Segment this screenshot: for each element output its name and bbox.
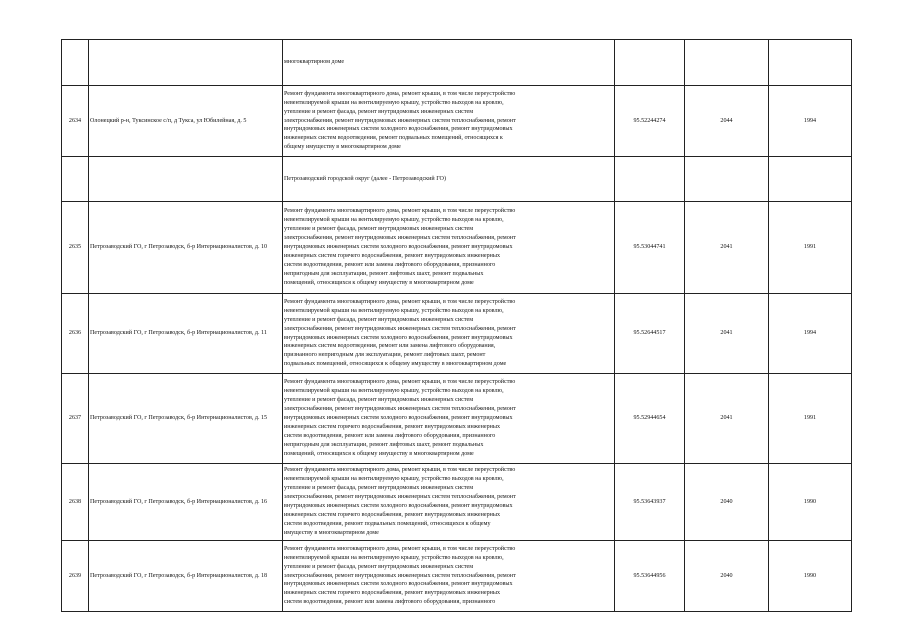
section-heading: Петрозаводский городской округ (далее - Петрозаводский ГО) bbox=[283, 157, 615, 202]
row-address: Олонецкий р-н, Туксинское с/п, д Тукса, ул Юбилейная, д. 5 bbox=[89, 86, 283, 157]
row-address: Петрозаводский ГО, г Петрозаводск, б-р Интернационалистов, д. 18 bbox=[89, 541, 283, 612]
row-built-year: 1991 bbox=[769, 374, 852, 464]
row-built-year: 1990 bbox=[769, 464, 852, 541]
row-code: 95.53644956 bbox=[615, 541, 685, 612]
row-built-year bbox=[769, 40, 852, 86]
row-plan-year: 2041 bbox=[685, 294, 769, 374]
row-code bbox=[615, 40, 685, 86]
row-works: Ремонт фундамента многоквартирного дома, ремонт крыши, в том числе переустройство невентилируемой крыши на вентилируемую крышу, устройство выходов на кровлю, утепление и ремонт фасада, ремонт внутридомовых инженерных систем электроснабжения, ремонт внутридомовых инженерных систем теплоснабжения, ремонт внутридомовых инженерных систем холодного водоснабжения, ремонт внутридомовых инженерных систем горячего водоснабжения, ремонт внутридомовых инженерных систем водоотведения, ремонт подвальных помещений, относящихся к общему имуществу в многоквартирном доме bbox=[283, 464, 615, 541]
row-number: 2635 bbox=[62, 202, 89, 294]
row-address: Петрозаводский ГО, г Петрозаводск, б-р Интернационалистов, д. 15 bbox=[89, 374, 283, 464]
row-plan-year: 2040 bbox=[685, 541, 769, 612]
table-row bbox=[62, 374, 852, 464]
row-built-year: 1991 bbox=[769, 202, 852, 294]
row-address: Петрозаводский ГО, г Петрозаводск, б-р Интернационалистов, д. 10 bbox=[89, 202, 283, 294]
table-row bbox=[62, 464, 852, 541]
row-number: 2636 bbox=[62, 294, 89, 374]
row-built-year: 1990 bbox=[769, 541, 852, 612]
row-plan-year: 2041 bbox=[685, 202, 769, 294]
row-number: 2637 bbox=[62, 374, 89, 464]
row-number: 2634 bbox=[62, 86, 89, 157]
row-plan-year: 2044 bbox=[685, 86, 769, 157]
row-code: 95.52644517 bbox=[615, 294, 685, 374]
row-works: Ремонт фундамента многоквартирного дома, ремонт крыши, в том числе переустройство невентилируемой крыши на вентилируемую крышу, устройство выходов на кровлю, утепление и ремонт фасада, ремонт внутридомовых инженерных систем электроснабжения, ремонт внутридомовых инженерных систем теплоснабжения, ремонт внутридомовых инженерных систем холодного водоснабжения, ремонт внутридомовых инженерных систем водоотведения, ремонт или замена лифтового оборудования, признанного непригодным для эксплуатации, ремонт лифтовых шахт, ремонт подвальных помещений, относящихся к общему имуществу в многоквартирном доме bbox=[283, 294, 615, 374]
row-built-year: 1994 bbox=[769, 86, 852, 157]
row-built-year bbox=[769, 157, 852, 202]
row-works: Ремонт фундамента многоквартирного дома, ремонт крыши, в том числе переустройство невентилируемой крыши на вентилируемую крышу, устройство выходов на кровлю, утепление и ремонт фасада, ремонт внутридомовых инженерных систем электроснабжения, ремонт внутридомовых инженерных систем теплоснабжения, ремонт внутридомовых инженерных систем холодного водоснабжения, ремонт внутридомовых инженерных систем горячего водоснабжения, ремонт внутридомовых инженерных систем водоотведения, ремонт или замена лифтового оборудования, признанного непригодным для эксплуатации, ремонт лифтовых шахт, ремонт подвальных помещений, относящихся к общему имуществу в многоквартирном доме bbox=[283, 202, 615, 294]
row-plan-year bbox=[685, 40, 769, 86]
table-row bbox=[62, 40, 852, 86]
row-code: 95.52244274 bbox=[615, 86, 685, 157]
row-plan-year: 2040 bbox=[685, 464, 769, 541]
row-number bbox=[62, 40, 89, 86]
row-code bbox=[615, 157, 685, 202]
row-code: 95.52944654 bbox=[615, 374, 685, 464]
row-works: Ремонт фундамента многоквартирного дома, ремонт крыши, в том числе переустройство невентилируемой крыши на вентилируемую крышу, устройство выходов на кровлю, утепление и ремонт фасада, ремонт внутридомовых инженерных систем электроснабжения, ремонт внутридомовых инженерных систем теплоснабжения, ремонт внутридомовых инженерных систем холодного водоснабжения, ремонт внутридомовых инженерных систем горячего водоснабжения, ремонт внутридомовых инженерных систем водоотведения, ремонт или замена лифтового оборудования, признанного bbox=[283, 541, 615, 612]
row-works: многоквартирном доме bbox=[283, 40, 615, 86]
row-code: 95.53044741 bbox=[615, 202, 685, 294]
table-row bbox=[62, 86, 852, 157]
row-works: Ремонт фундамента многоквартирного дома, ремонт крыши, в том числе переустройство невентилируемой крыши на вентилируемую крышу, устройство выходов на кровлю, утепление и ремонт фасада, ремонт внутридомовых инженерных систем электроснабжения, ремонт внутридомовых инженерных систем теплоснабжения, ремонт внутридомовых инженерных систем холодного водоснабжения, ремонт внутридомовых инженерных систем водоотведения, ремонт подвальных помещений, относящихся к общему имуществу в многоквартирном доме bbox=[283, 86, 615, 157]
table-body bbox=[62, 40, 852, 612]
row-built-year: 1994 bbox=[769, 294, 852, 374]
row-number bbox=[62, 157, 89, 202]
table-row bbox=[62, 202, 852, 294]
row-plan-year: 2041 bbox=[685, 374, 769, 464]
row-address bbox=[89, 157, 283, 202]
row-address: Петрозаводский ГО, г Петрозаводск, б-р Интернационалистов, д. 11 bbox=[89, 294, 283, 374]
row-number: 2639 bbox=[62, 541, 89, 612]
row-plan-year bbox=[685, 157, 769, 202]
table-row bbox=[62, 541, 852, 612]
row-works: Ремонт фундамента многоквартирного дома, ремонт крыши, в том числе переустройство невентилируемой крыши на вентилируемую крышу, устройство выходов на кровлю, утепление и ремонт фасада, ремонт внутридомовых инженерных систем электроснабжения, ремонт внутридомовых инженерных систем теплоснабжения, ремонт внутридомовых инженерных систем холодного водоснабжения, ремонт внутридомовых инженерных систем горячего водоснабжения, ремонт внутридомовых инженерных систем водоотведения, ремонт или замена лифтового оборудования, признанного непригодным для эксплуатации, ремонт лифтовых шахт, ремонт подвальных помещений, относящихся к общему имуществу в многоквартирном доме bbox=[283, 374, 615, 464]
table-row bbox=[62, 157, 852, 202]
capital-repair-table bbox=[61, 39, 852, 612]
table-row bbox=[62, 294, 852, 374]
row-address: Петрозаводский ГО, г Петрозаводск, б-р Интернационалистов, д. 16 bbox=[89, 464, 283, 541]
row-code: 95.53643937 bbox=[615, 464, 685, 541]
row-address bbox=[89, 40, 283, 86]
row-number: 2638 bbox=[62, 464, 89, 541]
